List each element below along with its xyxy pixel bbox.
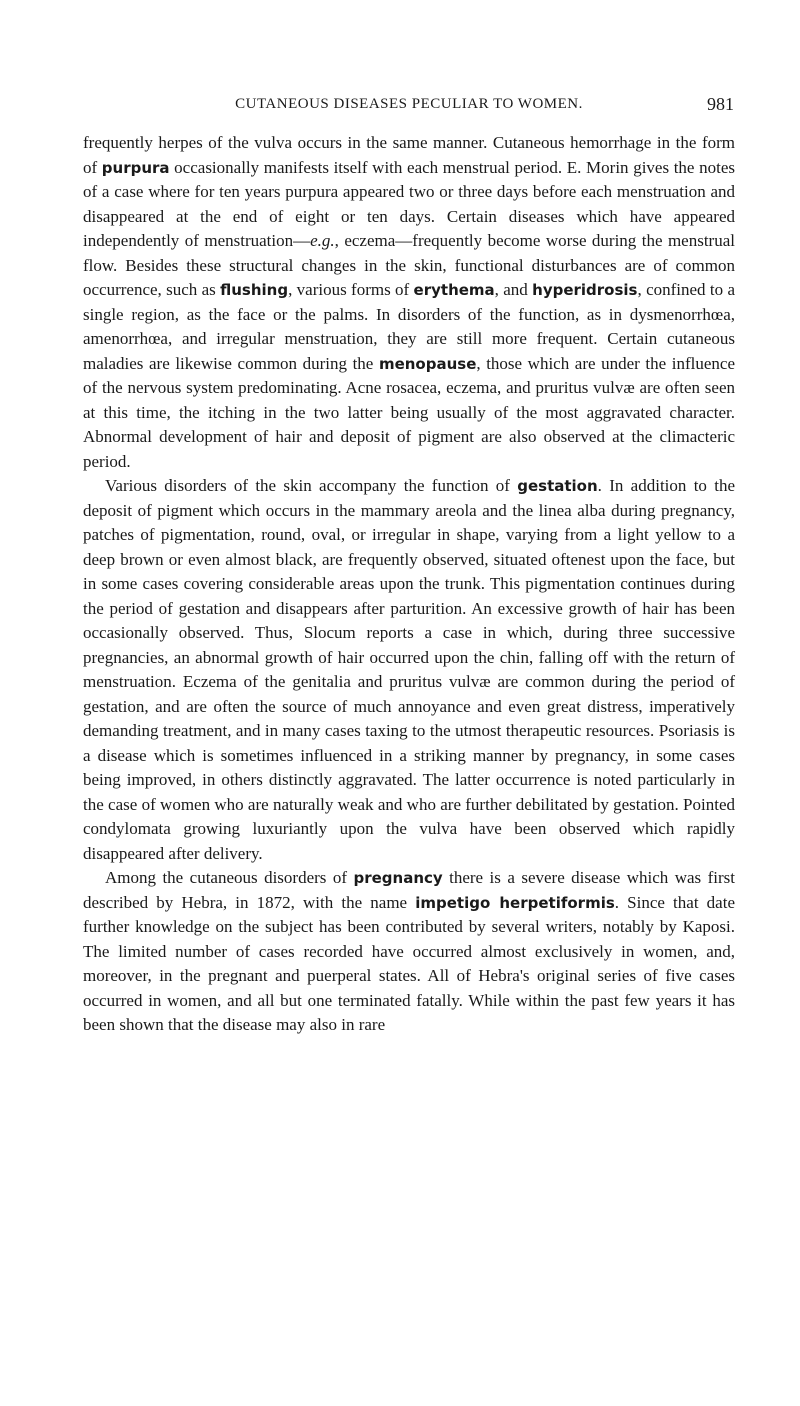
term-hyperidrosis: hyperidrosis bbox=[532, 281, 638, 299]
term-pregnancy: pregnancy bbox=[353, 869, 443, 887]
term-erythema: erythema bbox=[413, 281, 495, 299]
page-number: 981 bbox=[707, 94, 734, 114]
term-flushing: flushing bbox=[220, 281, 289, 299]
header-title: CUTANEOUS DISEASES PECULIAR TO WOMEN. bbox=[235, 96, 583, 112]
paragraph-impetigo: Among the cutaneous disorders of pregnancy there is a severe disease which was first described by Hebra, in 1872, with the name impetigo herpetiformis. Since that date further knowledge on the subject has been contributed by several writers, notably by Kaposi. The limited number of cases recorded have occurred almost exclusively in women, and, moreover, in the pregnant and puerperal states. All of Hebra's original series of five cases occurred in women, and all but one terminated fatally. While within the past few years it has been shown that the disease may also in rare bbox=[83, 868, 735, 1034]
term-purpura: purpura bbox=[101, 158, 170, 177]
paragraph-gestation: Various disorders of the skin accompany the function of gestation. In addition to the deposit of pigment which occurs in the mammary areola and the linea alba during pregnancy, patches of pigmentation, round, oval, or irregular in shape, varying from a light yellow to a deep brown or even almost black, are frequently observed, situated oftenest upon the face, but in some cases covering considerable areas upon the trunk. This pigmentation continues during the period of gestation and disappears after parturition. An excessive growth of hair has been occasionally observed. Thus, Slocum reports a case in which, during three successive pregnancies, an abnormal growth of hair occurred upon the chin, falling off with the return of menstruation. Eczema of the genitalia and pruritus vulvæ are common during the period of gestation, and are often the source of much annoyance and even great distress, imperatively demanding treatment, and in many cases taxing to the utmost therapeutic resources. Psoriasis is a disease which is sometimes influenced in a striking manner by pregnancy, in some cases being improved, in others distinctly aggravated. The latter occurrence is noted particularly in the case of women who are naturally weak and who are further debilitated by gestation. Pointed condylomata growing luxuriantly upon the vulva have been observed which rapidly disappeared after delivery. bbox=[83, 476, 735, 863]
running-header bbox=[84, 94, 734, 118]
term-menopause: menopause bbox=[378, 354, 477, 373]
term-gestation: gestation bbox=[517, 477, 598, 495]
body-text bbox=[83, 131, 735, 1038]
paragraph-menstruation: frequently herpes of the vulva occurs in the same manner. Cutaneous hemorrhage in the form of purpura occasionally manifests itself with each menstrual period. E. Morin gives the notes of a case where for ten years purpura appeared two or three days before each menstruation and disappeared at the end of eight or ten days. Certain diseases which have appeared independently of menstruation—e.g., eczema—frequently become worse during the menstrual flow. Besides these structural changes in the skin, functional disturbances are of common occurrence, such as flushing, various forms of erythema, and hyperidrosis, confined to a single region, as the face or the palms. In disorders of the function, as in dysmenorrhœa, amenorrhœa, and irregular menstruation, they are still more frequent. Certain cutaneous maladies are likewise common during the menopause, those which are under the influence of the nervous system predominating. Acne rosacea, eczema, and pruritus vulvæ are often seen at this time, the itching in the two latter being usually of the most aggravated character. Abnormal development of hair and deposit of pigment are also observed at the climacteric period. bbox=[83, 133, 735, 471]
term-impetigo-herpetiformis: impetigo herpetiformis bbox=[415, 893, 615, 912]
